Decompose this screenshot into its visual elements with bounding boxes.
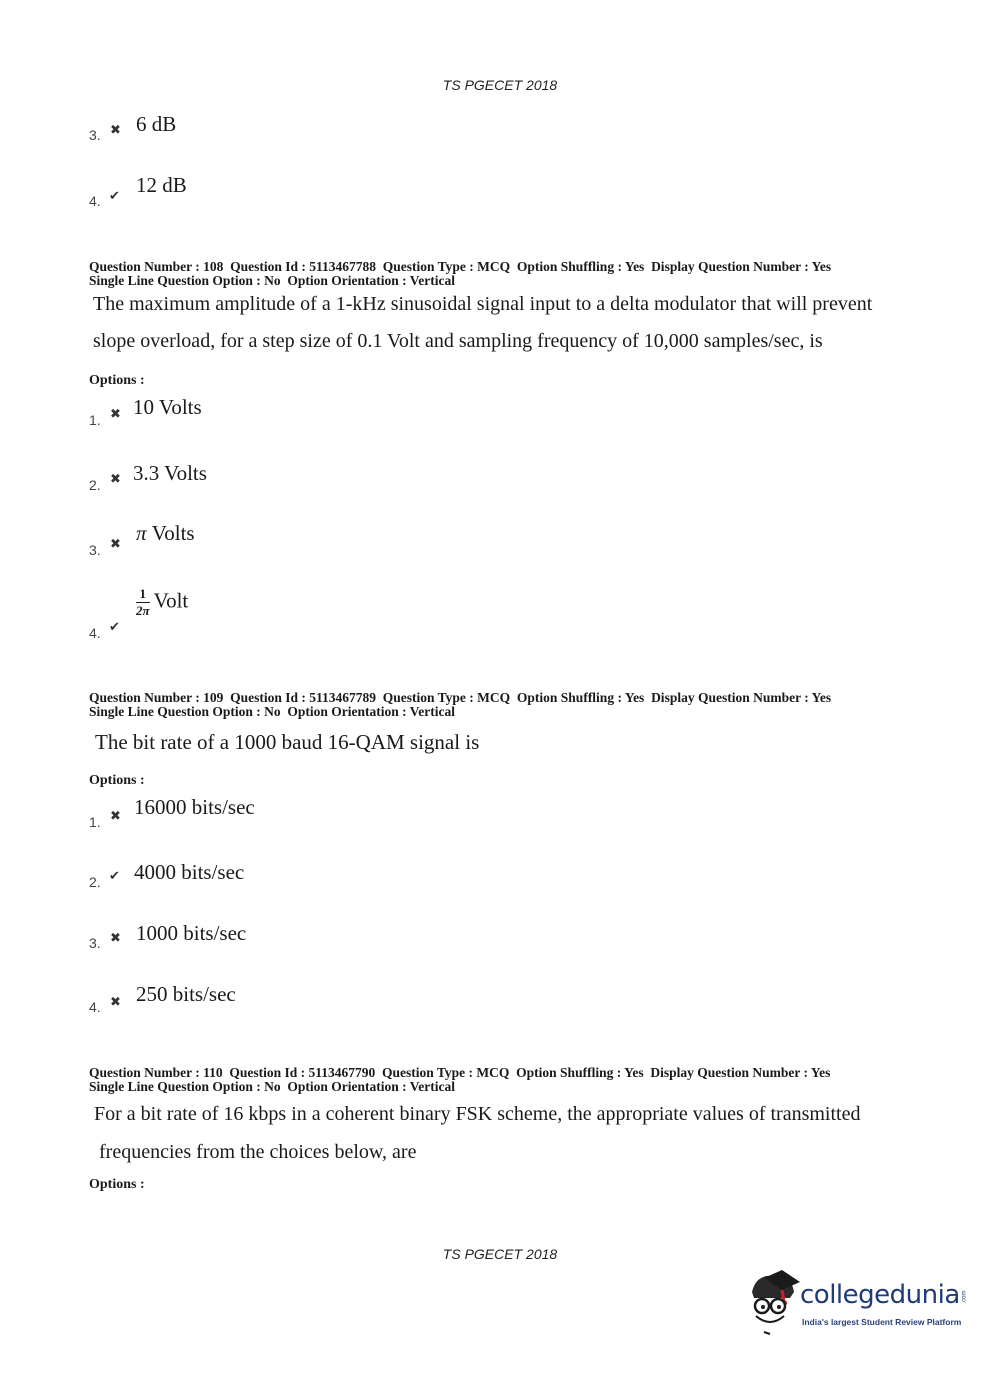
option-number: 4. xyxy=(89,999,101,1015)
option-text: 3.3 Volts xyxy=(133,461,207,485)
wrong-mark-icon: ✖ xyxy=(110,472,121,487)
option-number: 3. xyxy=(89,935,101,951)
question-meta-line2: Single Line Question Option : No Option Orientation : Vertical xyxy=(89,1079,456,1094)
option-text: 12 dB xyxy=(136,173,187,197)
fraction-denominator: 2π xyxy=(136,603,150,618)
question-meta-line2: Single Line Question Option : No Option Orientation : Vertical xyxy=(89,273,456,288)
option-text: 250 bits/sec xyxy=(136,982,236,1006)
question-text-line1: The bit rate of a 1000 baud 16-QAM signal is xyxy=(95,730,480,754)
wrong-mark-icon: ✖ xyxy=(110,995,121,1010)
options-label: Options : xyxy=(89,773,145,788)
option-text: 4000 bits/sec xyxy=(134,860,245,884)
option-text: 6 dB xyxy=(136,112,177,136)
correct-mark-icon: ✔ xyxy=(109,189,120,204)
option-number: 3. xyxy=(89,542,101,558)
option-number: 1. xyxy=(89,412,101,428)
wrong-mark-icon: ✖ xyxy=(110,123,121,138)
wrong-mark-icon: ✖ xyxy=(110,407,121,422)
mascot-icon xyxy=(742,1268,802,1338)
option-number: 4. xyxy=(89,625,101,641)
question-meta-line1: Question Number : 108 Question Id : 5113467788 Question Type : MCQ Option Shuffling : Yes Display Question Number : Yes xyxy=(89,259,832,274)
question-meta-line2: Single Line Question Option : No Option Orientation : Vertical xyxy=(89,704,456,719)
fraction-numerator: 1 xyxy=(136,587,150,603)
option-text xyxy=(136,521,195,546)
options-label: Options : xyxy=(89,1177,145,1192)
option-number: 2. xyxy=(89,477,101,493)
correct-mark-icon: ✔ xyxy=(109,620,120,635)
wrong-mark-icon: ✖ xyxy=(110,537,121,552)
logo-wordmark: collegedunia xyxy=(800,1280,960,1310)
pi-symbol: π xyxy=(136,521,147,545)
question-meta-line1: Question Number : 109 Question Id : 5113467789 Question Type : MCQ Option Shuffling : Yes Display Question Number : Yes xyxy=(89,690,832,705)
correct-mark-icon: ✔ xyxy=(109,869,120,884)
question-text-line2: slope overload, for a step size of 0.1 Volt and sampling frequency of 10,000 samples/sec, is xyxy=(93,330,823,352)
page-header: TS PGECET 2018 xyxy=(442,77,558,93)
options-label: Options : xyxy=(89,373,145,388)
option-unit: Volts xyxy=(146,521,195,545)
question-meta-line1: Question Number : 110 Question Id : 5113467790 Question Type : MCQ Option Shuffling : Yes Display Question Number : Yes xyxy=(89,1065,831,1080)
wrong-mark-icon: ✖ xyxy=(110,931,121,946)
fraction xyxy=(136,587,150,618)
option-text: 1000 bits/sec xyxy=(136,921,247,945)
option-number: 2. xyxy=(89,874,101,890)
option-text: 16000 bits/sec xyxy=(134,795,255,819)
wrong-mark-icon: ✖ xyxy=(110,809,121,824)
page-footer: TS PGECET 2018 xyxy=(442,1246,558,1262)
question-text-line2: frequencies from the choices below, are xyxy=(99,1141,417,1163)
question-text-line1: The maximum amplitude of a 1-kHz sinusoidal signal input to a delta modulator that will prevent xyxy=(93,293,873,315)
option-text xyxy=(136,587,188,618)
logo-domain: .com xyxy=(961,1290,968,1304)
option-number: 3. xyxy=(89,127,101,143)
option-unit: Volt xyxy=(153,588,189,613)
logo-tagline: India's largest Student Review Platform xyxy=(802,1317,962,1327)
question-text-line1: For a bit rate of 16 kbps in a coherent binary FSK scheme, the appropriate values of transmitted xyxy=(94,1103,861,1125)
option-text: 10 Volts xyxy=(133,395,202,419)
option-number: 4. xyxy=(89,193,101,209)
collegedunia-logo xyxy=(742,1268,972,1340)
option-number: 1. xyxy=(89,814,101,830)
